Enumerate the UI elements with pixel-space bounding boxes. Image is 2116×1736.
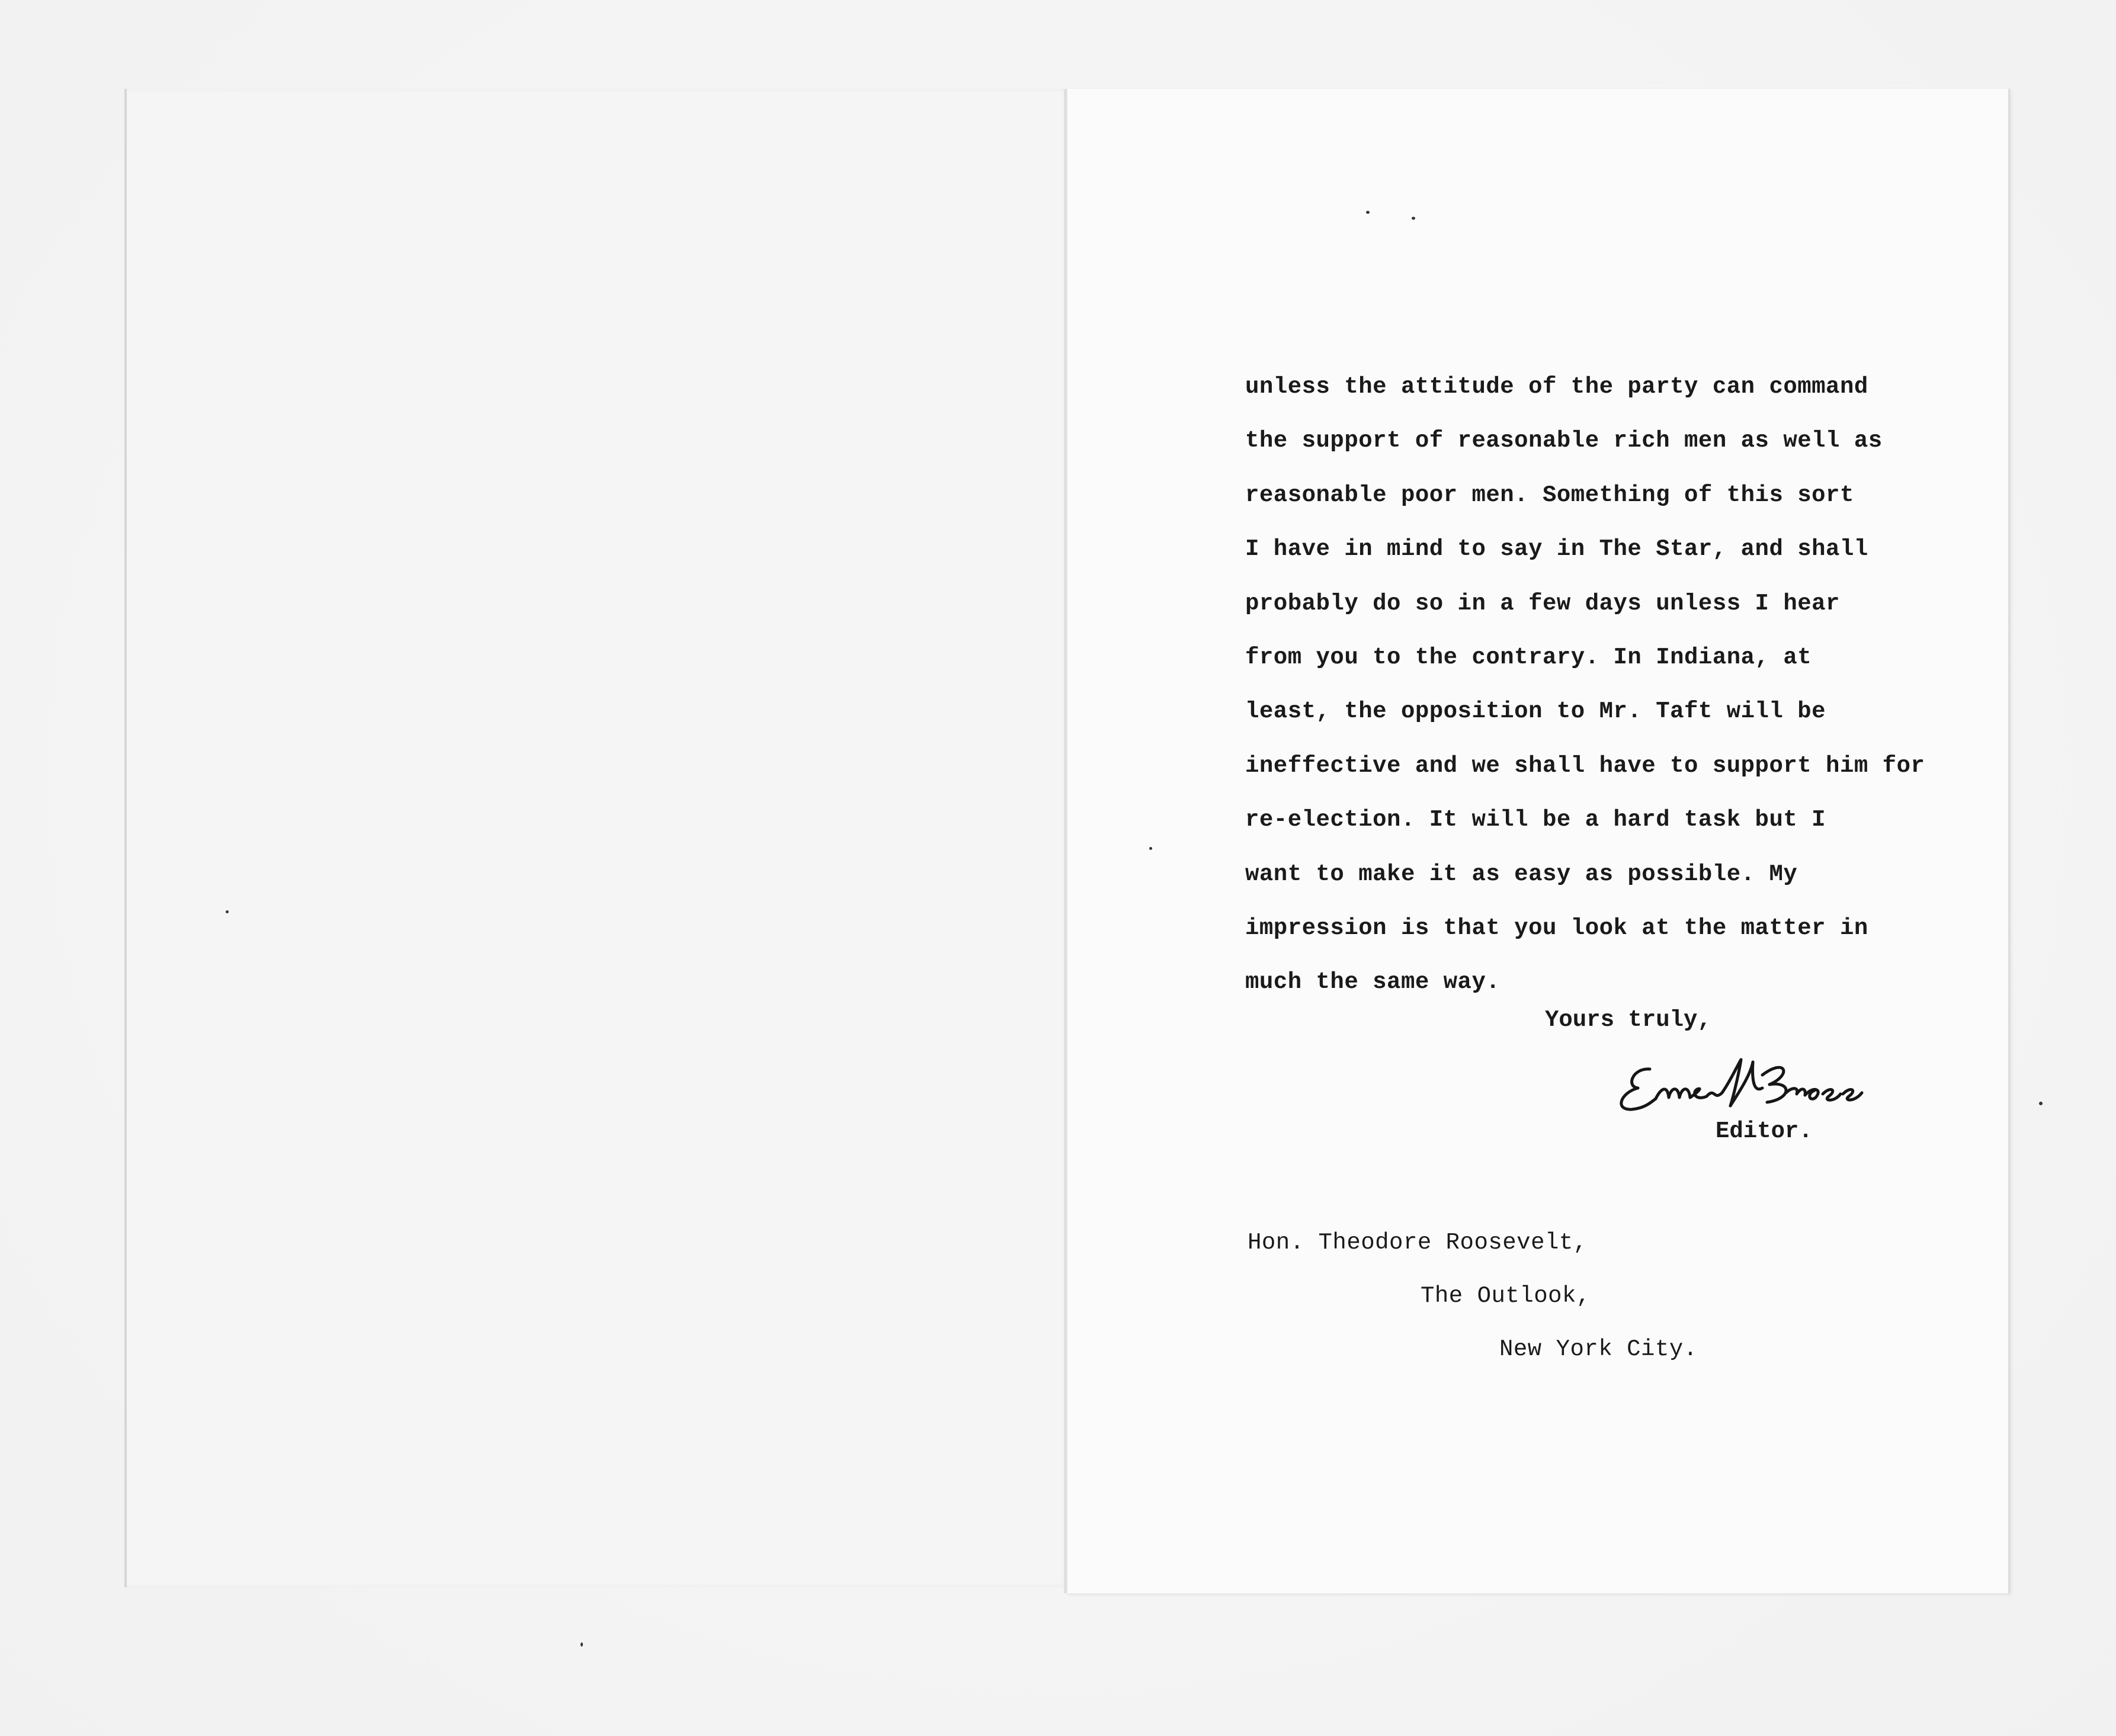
handwritten-signature	[1614, 1051, 1899, 1116]
page-fold	[1064, 89, 1067, 1593]
letter-body	[1245, 360, 2027, 1010]
body-line: re-election. It will be a hard task but I	[1245, 807, 1826, 833]
dust-speck	[226, 910, 229, 913]
body-line: much the same way.	[1245, 969, 1501, 996]
dust-speck	[1366, 211, 1370, 214]
body-line: ineffective and we shall have to support him for	[1245, 752, 1925, 779]
body-line: reasonable poor men. Something of this sort	[1245, 482, 1854, 508]
body-line: I have in mind to say in The Star, and shall	[1245, 536, 1868, 563]
letter-closing: Yours truly,	[1545, 1007, 1711, 1033]
recipient-organization: The Outlook,	[1421, 1283, 1591, 1309]
body-line: from you to the contrary. In Indiana, at	[1245, 644, 1812, 670]
dust-speck	[2039, 1102, 2043, 1105]
signer-title: Editor.	[1716, 1118, 1813, 1144]
body-line: the support of reasonable rich men as well as	[1245, 428, 1883, 454]
body-line: want to make it as easy as possible. My	[1245, 861, 1798, 887]
dust-speck	[1149, 847, 1152, 850]
left-page	[124, 89, 1069, 1587]
recipient-name: Hon. Theodore Roosevelt,	[1248, 1230, 1588, 1256]
dust-speck	[581, 1642, 583, 1647]
body-line: probably do so in a few days unless I hear	[1245, 590, 1840, 617]
body-line: unless the attitude of the party can command	[1245, 374, 1868, 400]
body-line: impression is that you look at the matter in	[1245, 914, 1868, 941]
body-line: least, the opposition to Mr. Taft will be	[1245, 698, 1826, 725]
dust-speck	[1412, 217, 1415, 220]
recipient-city: New York City.	[1499, 1336, 1698, 1362]
